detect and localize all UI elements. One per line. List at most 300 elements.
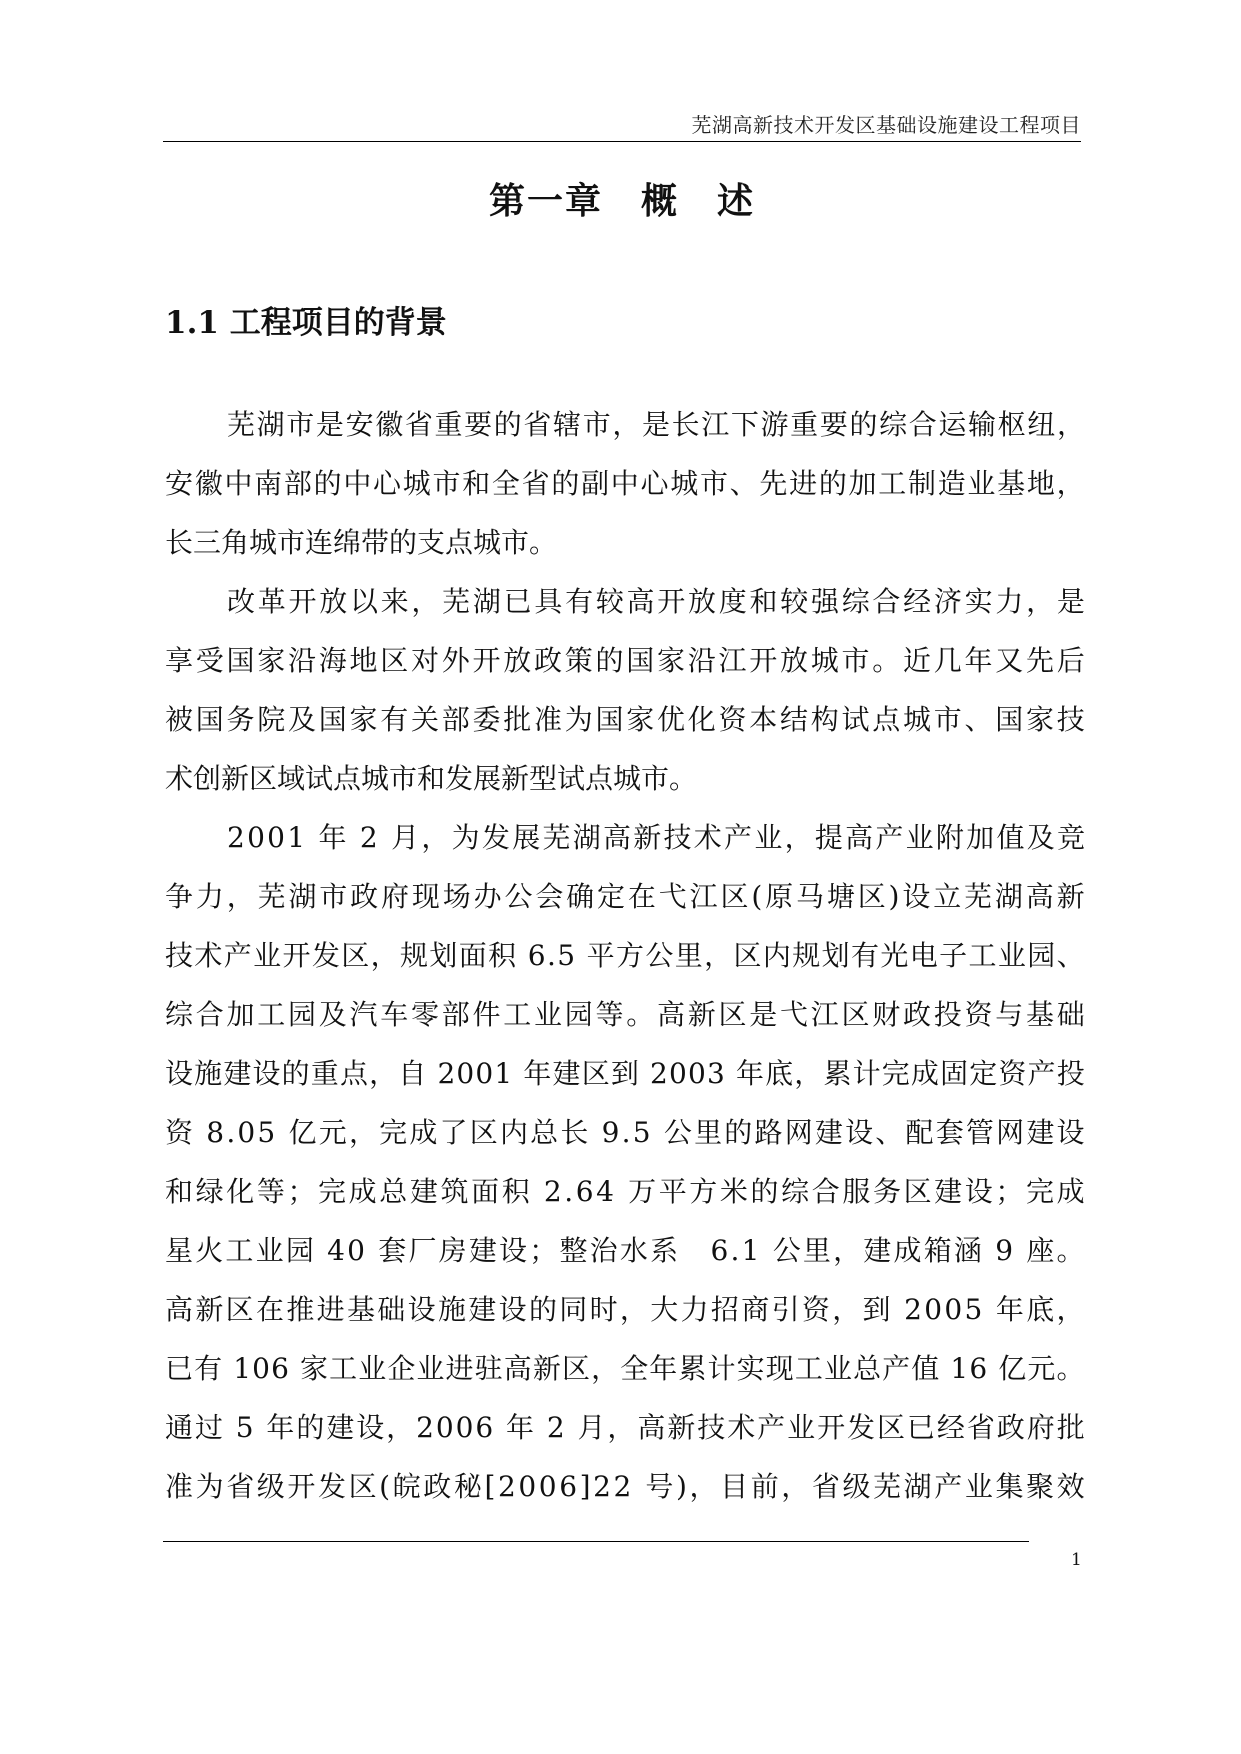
glyph: [223, 1344, 232, 1393]
glyph: 安: [165, 467, 194, 500]
glyph: 等: [595, 998, 624, 1031]
glyph: 1: [950, 1352, 969, 1385]
glyph: ，: [348, 1116, 377, 1149]
glyph: 投: [1056, 1057, 1085, 1090]
glyph: [984, 1226, 993, 1275]
glyph: 省: [966, 1411, 995, 1444]
glyph: 箱: [923, 1234, 952, 1267]
glyph: 等: [256, 1175, 285, 1208]
glyph: 自: [398, 1057, 427, 1090]
glyph: 几: [933, 644, 962, 677]
glyph: 立: [933, 880, 962, 913]
glyph: 6: [271, 1352, 289, 1385]
glyph: 国: [595, 703, 624, 736]
glyph: 0: [687, 1057, 706, 1090]
glyph: 政: [350, 880, 379, 913]
glyph: 的: [296, 1411, 325, 1444]
glyph: 业: [787, 1411, 816, 1444]
glyph: 总: [853, 1352, 882, 1385]
glyph: 2: [650, 1057, 668, 1090]
glyph: 区: [718, 998, 747, 1031]
glyph: 完: [881, 1057, 910, 1090]
glyph: 亿: [288, 1116, 317, 1149]
glyph: 星: [165, 1234, 194, 1267]
glyph: [290, 1344, 299, 1393]
glyph: ): [888, 880, 900, 913]
glyph: [1015, 1226, 1024, 1275]
glyph: 综: [165, 998, 194, 1031]
glyph: 内: [762, 939, 791, 972]
glyph: 心: [373, 467, 402, 500]
glyph: 点: [872, 703, 901, 736]
glyph: 被: [165, 703, 194, 736]
glyph: 造: [937, 467, 966, 500]
glyph: 4: [596, 1175, 614, 1208]
glyph: 有: [851, 939, 880, 972]
glyph: 计: [852, 1057, 881, 1090]
glyph: 湖: [472, 585, 501, 618]
glyph: 0: [267, 821, 285, 854]
glyph: [256, 1403, 265, 1452]
glyph: 场: [442, 880, 471, 913]
glyph: 国: [626, 644, 655, 677]
glyph: 委: [472, 703, 501, 736]
glyph: 沿: [687, 644, 716, 677]
glyph: 重: [310, 1057, 339, 1090]
glyph: 输: [968, 408, 997, 441]
glyph: 业: [358, 1352, 387, 1385]
glyph: 值: [996, 821, 1025, 854]
glyph: 芜: [964, 880, 993, 913]
glyph: 元: [1027, 1352, 1056, 1385]
glyph: 市: [841, 644, 870, 677]
glyph: 工: [878, 467, 907, 500]
glyph: ，: [612, 408, 641, 441]
glyph: 江: [810, 998, 839, 1031]
glyph: 游: [760, 408, 789, 441]
glyph: 平: [586, 939, 615, 972]
glyph: .: [564, 1175, 574, 1208]
glyph: 推: [286, 1293, 315, 1326]
glyph: 0: [247, 821, 265, 854]
glyph: 下: [730, 408, 759, 441]
glyph: 综: [841, 585, 870, 618]
glyph: 副: [581, 467, 610, 500]
glyph: 级: [256, 1470, 285, 1503]
glyph: 设: [845, 1116, 874, 1149]
glyph: 建: [409, 1175, 438, 1208]
glyph: 新: [687, 998, 716, 1031]
glyph: 亿: [998, 1352, 1027, 1385]
glyph: 市: [699, 467, 728, 500]
glyph: 区: [380, 644, 409, 677]
glyph: 、: [875, 1116, 904, 1149]
glyph: 工: [225, 1234, 254, 1267]
glyph: 、: [964, 703, 993, 736]
glyph: 建: [934, 1175, 963, 1208]
glyph: 力: [680, 1293, 709, 1326]
glyph: ，: [1056, 408, 1085, 441]
glyph: 规: [400, 939, 429, 972]
glyph: 区: [903, 1175, 932, 1208]
glyph: 集: [995, 1470, 1024, 1503]
glyph: 绿: [195, 1175, 224, 1208]
glyph: 术: [194, 939, 223, 972]
glyph: 固: [940, 1057, 969, 1090]
glyph: [380, 813, 389, 862]
glyph: 资: [964, 998, 993, 1031]
glyph: 实: [964, 585, 993, 618]
glyph: 省: [226, 1470, 255, 1503]
glyph: 高: [1025, 880, 1054, 913]
glyph: 为: [564, 703, 593, 736]
glyph: 部: [441, 703, 470, 736]
glyph: 2: [904, 1293, 922, 1326]
glyph: 长: [560, 1116, 589, 1149]
glyph: 市: [582, 408, 611, 441]
body-line: [165, 926, 1085, 985]
glyph: 定: [597, 880, 626, 913]
glyph: 已: [906, 1411, 935, 1444]
glyph: ，: [619, 1293, 648, 1326]
glyph: 加: [226, 998, 255, 1031]
glyph: 房: [438, 1234, 467, 1267]
body-line: [165, 808, 1085, 867]
glyph: 先: [759, 467, 788, 500]
glyph: 会: [535, 880, 564, 913]
glyph: 优: [657, 703, 686, 736]
glyph: 套: [935, 1116, 964, 1149]
glyph: 市: [933, 703, 962, 736]
glyph: 新: [633, 821, 662, 854]
glyph: 方: [616, 939, 645, 972]
glyph: 部: [441, 998, 470, 1031]
glyph: 内: [499, 1116, 528, 1149]
glyph: 5: [632, 1116, 651, 1149]
page-number: 1: [1071, 1550, 1082, 1570]
glyph: 开: [657, 585, 686, 618]
glyph: 放: [780, 644, 809, 677]
body-line: 长三角城市连绵带的支点城市。: [165, 526, 558, 559]
glyph: 总: [530, 1116, 559, 1149]
glyph: 企: [387, 1352, 416, 1385]
glyph: 5: [235, 1411, 254, 1444]
glyph: 技: [663, 821, 692, 854]
glyph: 府: [381, 880, 410, 913]
glyph: 关: [411, 703, 440, 736]
glyph: 园: [564, 998, 593, 1031]
body-line: [165, 1457, 1085, 1516]
glyph: 筑: [440, 1175, 469, 1208]
glyph: .: [730, 1234, 740, 1267]
glyph: 产: [223, 939, 252, 972]
glyph: 设: [1056, 1116, 1085, 1149]
glyph: 完: [318, 1175, 347, 1208]
glyph: 米: [719, 1175, 748, 1208]
glyph: 的: [750, 1175, 779, 1208]
glyph: 元: [318, 1116, 347, 1149]
glyph: 业: [754, 821, 783, 854]
glyph: 开: [287, 1470, 316, 1503]
glyph: 来: [380, 585, 409, 618]
glyph: 济: [933, 585, 962, 618]
glyph: ，: [704, 939, 733, 972]
glyph: 政: [423, 1470, 452, 1503]
glyph: 建: [468, 1293, 497, 1326]
glyph: 业: [967, 467, 996, 500]
glyph: 管: [965, 1116, 994, 1149]
glyph: 网: [996, 1116, 1025, 1149]
glyph: 部: [283, 467, 312, 500]
glyph: ，: [784, 821, 813, 854]
glyph: 沿: [288, 644, 317, 677]
glyph: 进: [445, 1352, 474, 1385]
glyph: 时: [589, 1293, 618, 1326]
glyph: 策: [564, 644, 593, 677]
glyph: 0: [455, 1411, 474, 1444]
glyph: 的: [528, 1293, 557, 1326]
glyph: 。: [872, 644, 901, 677]
glyph: 驻: [474, 1352, 503, 1385]
glyph: [316, 1226, 325, 1275]
glyph: 政: [534, 644, 563, 677]
glyph: 区: [876, 1411, 905, 1444]
glyph: 徽: [375, 408, 404, 441]
glyph: 强: [810, 585, 839, 618]
glyph: 产: [1027, 1057, 1056, 1090]
glyph: 资: [801, 1293, 830, 1326]
glyph: 了: [439, 1116, 468, 1149]
glyph: 政: [996, 1411, 1025, 1444]
glyph: 8: [206, 1116, 225, 1149]
glyph: 已: [503, 585, 532, 618]
glyph: 弋: [780, 998, 809, 1031]
glyph: 与: [995, 998, 1024, 1031]
glyph: 家: [257, 644, 286, 677]
glyph: 高: [657, 998, 686, 1031]
glyph: 1: [233, 1352, 252, 1385]
glyph: 经: [903, 585, 932, 618]
glyph: 建: [552, 1057, 581, 1090]
glyph: [225, 1403, 234, 1452]
glyph: .: [621, 1116, 631, 1149]
glyph: 划: [429, 939, 458, 972]
glyph: [495, 1403, 504, 1452]
glyph: 芜: [542, 821, 571, 854]
glyph: 放: [319, 585, 348, 618]
glyph: 务: [872, 1175, 901, 1208]
section-heading: 1.1 工程项目的背景: [165, 305, 447, 341]
body-line: [165, 1162, 1085, 1221]
glyph: 区: [348, 1470, 377, 1503]
glyph: 路: [754, 1116, 783, 1149]
glyph: 业: [534, 998, 563, 1031]
glyph: 万: [628, 1175, 657, 1208]
glyph: 工: [968, 939, 997, 972]
glyph: 市: [319, 880, 348, 913]
glyph: 建: [468, 1234, 497, 1267]
glyph: ，: [386, 1411, 415, 1444]
glyph: [988, 1344, 997, 1393]
glyph: 较: [595, 585, 624, 618]
glyph: 府: [1026, 1411, 1055, 1444]
glyph: 高: [503, 1352, 532, 1385]
glyph: 5: [964, 1293, 983, 1326]
glyph: 发: [317, 1470, 346, 1503]
glyph: 新: [195, 1293, 224, 1326]
glyph: ，: [421, 821, 450, 854]
glyph: 皖: [392, 1470, 421, 1503]
glyph: 城: [402, 467, 431, 500]
glyph: 成: [1056, 1175, 1085, 1208]
glyph: 外: [441, 644, 470, 677]
body-line: [165, 1103, 1085, 1162]
glyph: 附: [935, 821, 964, 854]
glyph: 在: [255, 1293, 284, 1326]
glyph: 开: [472, 644, 501, 677]
glyph: ；: [287, 1175, 316, 1208]
glyph: 安: [345, 408, 374, 441]
glyph: 院: [257, 703, 286, 736]
header-rule: [163, 141, 1081, 142]
glyph: 省: [811, 1470, 840, 1503]
glyph: 湖: [572, 821, 601, 854]
glyph: 月: [391, 821, 420, 854]
glyph: 湖: [903, 1470, 932, 1503]
body-line: [165, 1398, 1085, 1457]
glyph: 高: [845, 821, 874, 854]
glyph: 6: [559, 1470, 578, 1503]
glyph: 0: [944, 1293, 963, 1326]
glyph: 网: [784, 1116, 813, 1149]
glyph: 9: [995, 1234, 1014, 1267]
glyph: 效: [1056, 1470, 1085, 1503]
glyph: 革: [257, 585, 286, 618]
glyph: 产: [724, 821, 753, 854]
glyph: ，: [832, 1293, 861, 1326]
body-line: [165, 985, 1085, 1044]
glyph: 年: [964, 644, 993, 677]
glyph: 国: [995, 703, 1024, 736]
glyph: 园: [285, 1234, 314, 1267]
glyph: 家: [299, 1352, 328, 1385]
glyph: 已: [165, 1352, 194, 1385]
glyph: 纽: [1027, 408, 1056, 441]
glyph: 又: [995, 644, 1024, 677]
glyph: 底: [1026, 1293, 1055, 1326]
glyph: 力: [195, 880, 224, 913]
glyph: 芜: [442, 585, 471, 618]
glyph: [536, 1403, 545, 1452]
glyph: 徽: [194, 467, 223, 500]
glyph: 较: [780, 585, 809, 618]
glyph: 高: [626, 585, 655, 618]
glyph: 础: [1056, 998, 1085, 1031]
glyph: 展: [512, 821, 541, 854]
body-line: [165, 1044, 1085, 1103]
glyph: 业: [255, 1234, 284, 1267]
glyph: 加: [848, 467, 877, 500]
glyph: 结: [780, 703, 809, 736]
glyph: 是: [1056, 585, 1085, 618]
glyph: 设: [964, 1175, 993, 1208]
glyph: 火: [195, 1234, 224, 1267]
glyph: 及: [1026, 821, 1055, 854]
glyph: 全: [491, 467, 520, 500]
glyph: 设: [252, 1057, 281, 1090]
glyph: 改: [227, 585, 256, 618]
glyph: 0: [435, 1411, 454, 1444]
glyph: 2: [546, 1411, 565, 1444]
glyph: 里: [694, 1116, 723, 1149]
glyph: 家: [626, 703, 655, 736]
glyph: 厂: [408, 1234, 437, 1267]
glyph: 是: [641, 408, 670, 441]
glyph: 高: [637, 1411, 666, 1444]
glyph: 合: [811, 1175, 840, 1208]
chapter-title: 第一章 概 述: [488, 180, 755, 222]
glyph: 年: [506, 1411, 535, 1444]
glyph: 值: [911, 1352, 940, 1385]
glyph: 通: [165, 1411, 194, 1444]
glyph: 资: [165, 1116, 194, 1149]
glyph: 施: [194, 1057, 223, 1090]
glyph: 目: [720, 1470, 749, 1503]
glyph: 零: [411, 998, 440, 1031]
glyph: 湖: [994, 880, 1023, 913]
glyph: 享: [165, 644, 194, 677]
glyph: 工: [503, 998, 532, 1031]
glyph: 系: [650, 1234, 679, 1267]
glyph: 技: [1056, 703, 1085, 736]
glyph: [307, 813, 316, 862]
glyph: 批: [503, 703, 532, 736]
glyph: 水: [619, 1234, 648, 1267]
glyph: 0: [518, 1470, 537, 1503]
glyph: 枢: [997, 408, 1026, 441]
glyph: 进: [789, 467, 818, 500]
glyph: 开: [749, 644, 778, 677]
glyph: ]: [579, 1470, 591, 1503]
glyph: 综: [879, 408, 908, 441]
glyph: 0: [237, 1116, 256, 1149]
glyph: 合: [908, 408, 937, 441]
glyph: 公: [645, 939, 674, 972]
glyph: 设: [165, 1057, 194, 1090]
glyph: 力: [995, 585, 1024, 618]
glyph: 0: [669, 1057, 687, 1090]
glyph: 累: [678, 1352, 707, 1385]
glyph: 年: [735, 1057, 764, 1090]
glyph: 成: [409, 1116, 438, 1149]
glyph: 受: [195, 644, 224, 677]
glyph: 争: [165, 880, 194, 913]
glyph: 试: [841, 703, 870, 736]
glyph: 商: [741, 1293, 770, 1326]
glyph: 城: [810, 644, 839, 677]
glyph: 年: [318, 821, 347, 854]
glyph: 发: [311, 939, 340, 972]
glyph: 2: [227, 821, 245, 854]
glyph: 南: [254, 467, 283, 500]
glyph: [640, 1049, 649, 1098]
glyph: 批: [1056, 1411, 1085, 1444]
glyph: 大: [650, 1293, 679, 1326]
body-text: [165, 395, 1085, 1516]
glyph: 发: [847, 1411, 876, 1444]
glyph: 座: [1026, 1234, 1055, 1267]
glyph: 工: [257, 998, 286, 1031]
